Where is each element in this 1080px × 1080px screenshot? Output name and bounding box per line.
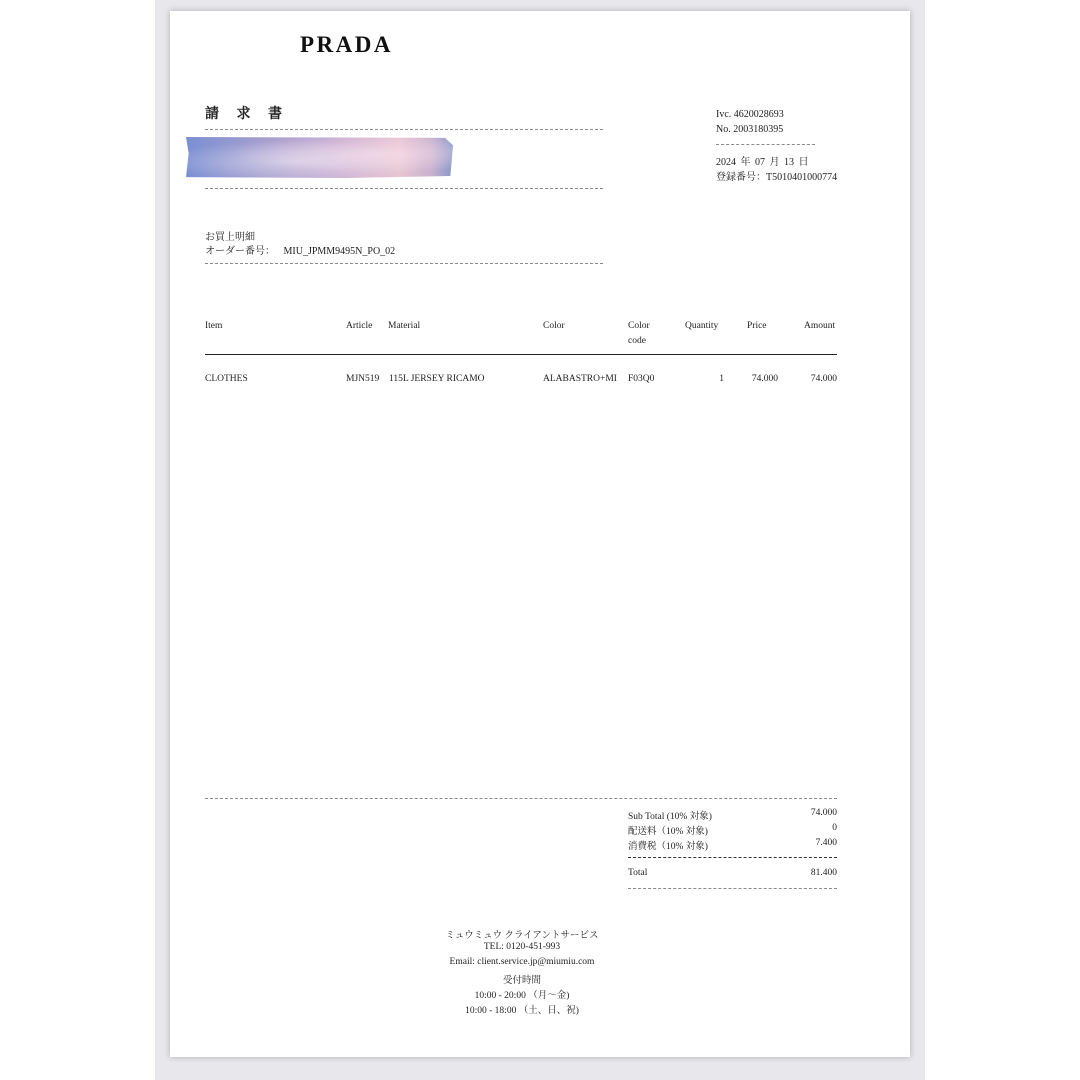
divider [205,263,603,264]
brand-logo: PRADA [300,32,393,57]
header-material: Material [388,321,421,331]
total-value: 81.400 [810,868,837,878]
date-month-unit: 月 [769,157,780,168]
header-color: Color [543,321,565,331]
footer-weekday-hours: 10:00 - 20:00 （月〜金) [474,991,570,1001]
header-color-code-line1: Color [628,321,650,331]
cell-article: MJN519 [346,374,380,384]
redacted-address-image [186,137,453,178]
cell-price: 74.000 [751,374,778,384]
no-label: No. [716,124,731,135]
document-number: 2003180395 [733,124,784,135]
cell-quantity: 1 [719,374,724,384]
invoice-label: Ivc. [716,109,732,120]
invoice-date [716,153,809,168]
cell-color: ALABASTRO+MI [543,374,617,384]
subtotal-value: 74.000 [810,808,837,818]
date-month: 07 [755,157,765,168]
total-label: Total [628,868,648,878]
cell-material: 115L JERSEY RICAMO [389,374,485,384]
header-quantity: Quantity [685,321,719,331]
divider [205,129,603,130]
footer-email: Email: client.service.jp@miumiu.com [449,957,595,967]
footer-service-name: ミュウミュウ クライアントサービス [445,931,599,941]
total-bottom-rule [628,888,837,889]
date-day-unit: 日 [798,157,809,168]
totals-divider [205,798,837,799]
document-title: 請 求 書 [205,107,289,122]
purchase-heading: お買上明細 [205,232,255,243]
invoice-number: 4620028693 [733,109,784,120]
registration-number: 登録番号：T5010401000774 [716,172,838,183]
order-label: オーダー番号： [205,246,275,257]
total-rule [628,857,837,858]
shipping-value: 0 [832,823,837,833]
tax-label: 消費税（10% 対象) [628,842,708,852]
footer-weekend-hours: 10:00 - 18:00 （土、日、祝) [465,1006,579,1016]
table-header-rule [205,354,837,355]
tax-value: 7.400 [815,838,837,848]
header-amount: Amount [804,321,836,331]
invoice-number-row [716,109,784,120]
header-article: Article [346,321,373,331]
footer-tel: TEL: 0120-451-993 [483,942,561,952]
divider [205,188,603,189]
invoice-page [170,11,910,1057]
order-number: MIU_JPMM9495N_PO_02 [283,246,396,257]
cell-item: CLOTHES [205,374,248,384]
order-number-row [205,242,395,257]
cell-amount: 74.000 [810,374,837,384]
divider [716,144,815,145]
header-price: Price [747,321,767,331]
shipping-label: 配送料（10% 対象) [628,827,708,837]
cell-color-code: F03Q0 [628,374,655,384]
document-number-row [716,124,783,135]
date-year-unit: 年 [740,157,751,168]
footer-hours-label: 受付時間 [502,976,541,986]
date-year: 2024 [716,157,736,168]
date-day: 13 [784,157,794,168]
header-color-code-line2: code [628,336,646,346]
subtotal-label: Sub Total (10% 対象) [628,812,712,822]
header-item: Item [205,321,223,331]
